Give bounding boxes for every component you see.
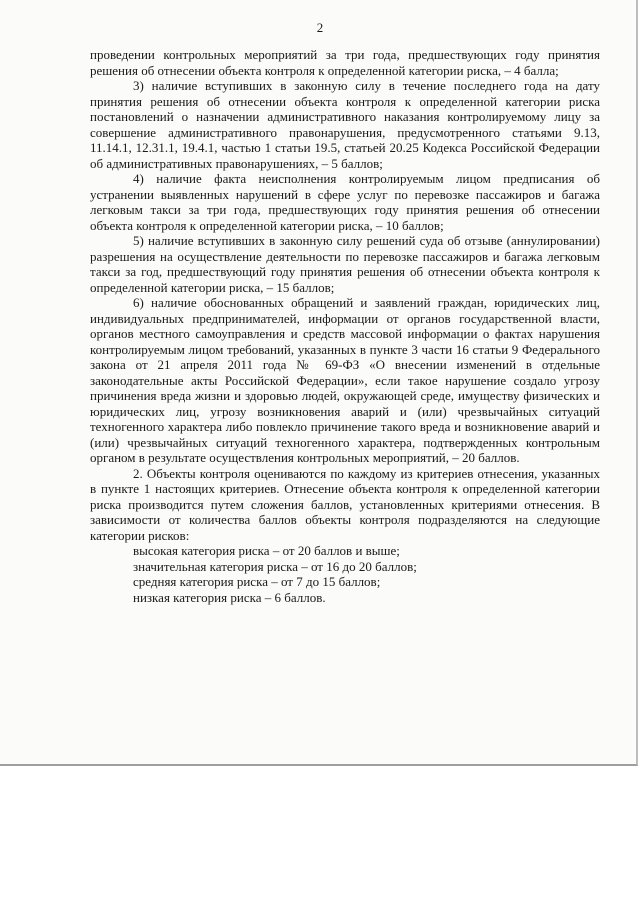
risk-categories-list [90, 543, 600, 605]
paragraph-criterion-5: 5) наличие вступивших в законную силу решений суда об отзыве (аннулировании) разрешения на осуществление деятельности по перевозке пассажиров и багажа легковым такси за год, предшествующий году принятия решения об отнесении объекта контроля к определенной категории риска, – 15 баллов; [90, 233, 600, 295]
paragraph-section-2: 2. Объекты контроля оцениваются по каждому из критериев отнесения, указанных в пункте 1 настоящих критериев. Отнесение объекта контроля к определенной категории риска производится путем сложения баллов, установленных критериями отнесения. В зависимости от количества баллов объекты контроля подразделяются на следующие категории рисков: [90, 465, 600, 543]
risk-category-low: низкая категория риска – 6 баллов. [133, 589, 326, 605]
document-body [90, 47, 600, 605]
risk-category-medium: средняя категория риска – от 7 до 15 баллов; [133, 574, 381, 589]
risk-category-significant: значительная категория риска – от 16 до 20 баллов; [133, 558, 417, 574]
blank-margin [0, 768, 640, 905]
page-number: 2 [316, 20, 324, 35]
paragraph-criterion-3: 3) наличие вступивших в законную силу в течение последнего года на дату принятия решения об отнесении объекта контроля к определенной категории риска постановлений о назначении административного наказания контролируемому лицу за совершение административного правонарушения, предусмотренного статьями 9.13, 11.14.1, 12.31.1, 19.4.1, частью 1 статьи 19.5, статьей 20.25 Кодекса Российской Федерации об административных правонарушениях, – 5 баллов; [90, 78, 600, 171]
paragraph-criterion-6: 6) наличие обоснованных обращений и заявлений граждан, юридических лиц, индивидуальных предпринимателей, информации от органов государственной власти, органов местного самоуправления и средств массовой информации о фактах нарушения контролируемым лицом требований, указанных в пункте 3 части 16 статьи 9 Федерального закона от 21 апреля 2011 года № 69-ФЗ «О внесении изменений в отдельные законодательные акты Российской Федерации», если такое нарушение создало угрозу причинения вреда жизни и здоровью людей, окружающей среде, имуществу физических и юридических лиц, угрозу возникновения аварий и (или) чрезвычайных ситуаций техногенного характера либо повлекло причинение такого вреда и возникновение аварий и (или) чрезвычайных ситуаций техногенного характера, подтвержденных контрольным органом в результате осуществления контрольных мероприятий, – 20 баллов. [90, 295, 600, 465]
paragraph-continuation: проведении контрольных мероприятий за три года, предшествующих году принятия решения об отнесении объекта контроля к определенной категории риска, – 4 балла; [90, 47, 600, 78]
risk-category-high: высокая категория риска – от 20 баллов и выше; [133, 543, 400, 558]
paragraph-criterion-4: 4) наличие факта неисполнения контролируемым лицом предписания об устранении выявленных нарушений в сфере услуг по перевозке пассажиров и багажа легковым такси за три года, предшествующих году принятия решения об отнесении объекта контроля к определенной категории риска, – 10 баллов; [90, 171, 600, 233]
